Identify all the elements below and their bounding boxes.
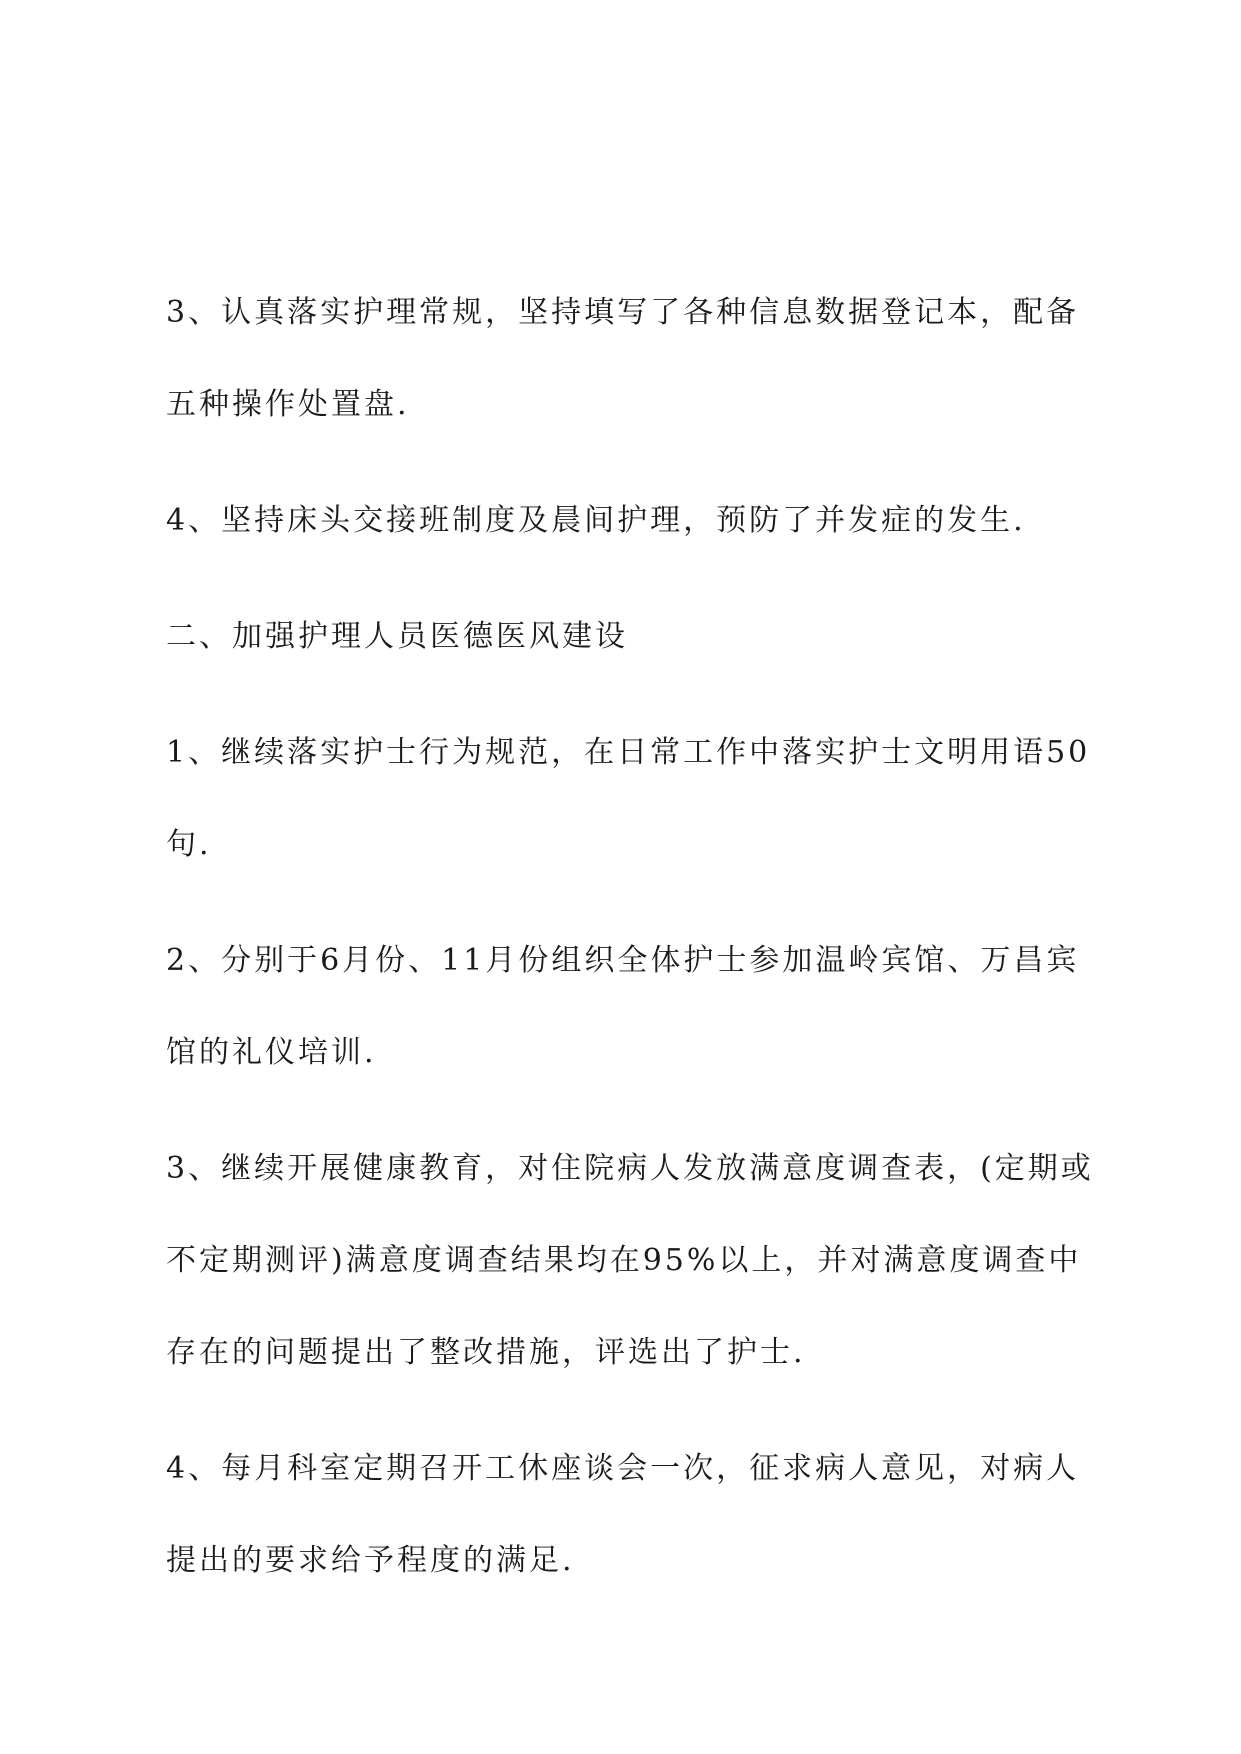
text-line: 3、继续开展健康教育，对住院病人发放满意度调查表，(定期或 [166,1151,1094,1186]
paragraph-code-of-conduct [166,735,1096,862]
text-line: 1、继续落实护士行为规范，在日常工作中落实护士文明用语50 [166,735,1091,770]
paragraph-nursing-routine [166,295,1096,422]
text-line: 二、加强护理人员医德医风建设 [166,619,628,654]
paragraph-etiquette-training [166,943,1096,1070]
paragraph-health-education [166,1151,1096,1370]
paragraph-bedside-handover [166,503,1096,538]
text-line: 4、每月科室定期召开工休座谈会一次，征求病人意见，对病人 [166,1451,1080,1486]
text-line: 3、认真落实护理常规，坚持填写了各种信息数据登记本，配备 [166,295,1080,330]
text-line: 句. [166,827,212,862]
text-line: 4、坚持床头交接班制度及晨间护理，预防了并发症的发生. [166,503,1026,538]
text-line: 五种操作处置盘. [166,387,410,422]
text-line: 馆的礼仪培训. [166,1035,377,1070]
paragraph-patient-meetings [166,1451,1096,1578]
text-line: 2、分别于6月份、11月份组织全体护士参加温岭宾馆、万昌宾 [166,943,1080,978]
section-heading-ethics [166,619,1096,654]
text-line: 不定期测评)满意度调查结果均在95%以上，并对满意度调查中 [166,1243,1082,1278]
text-line: 提出的要求给予程度的满足. [166,1543,575,1578]
text-line: 存在的问题提出了整改措施，评选出了护士. [166,1335,806,1370]
